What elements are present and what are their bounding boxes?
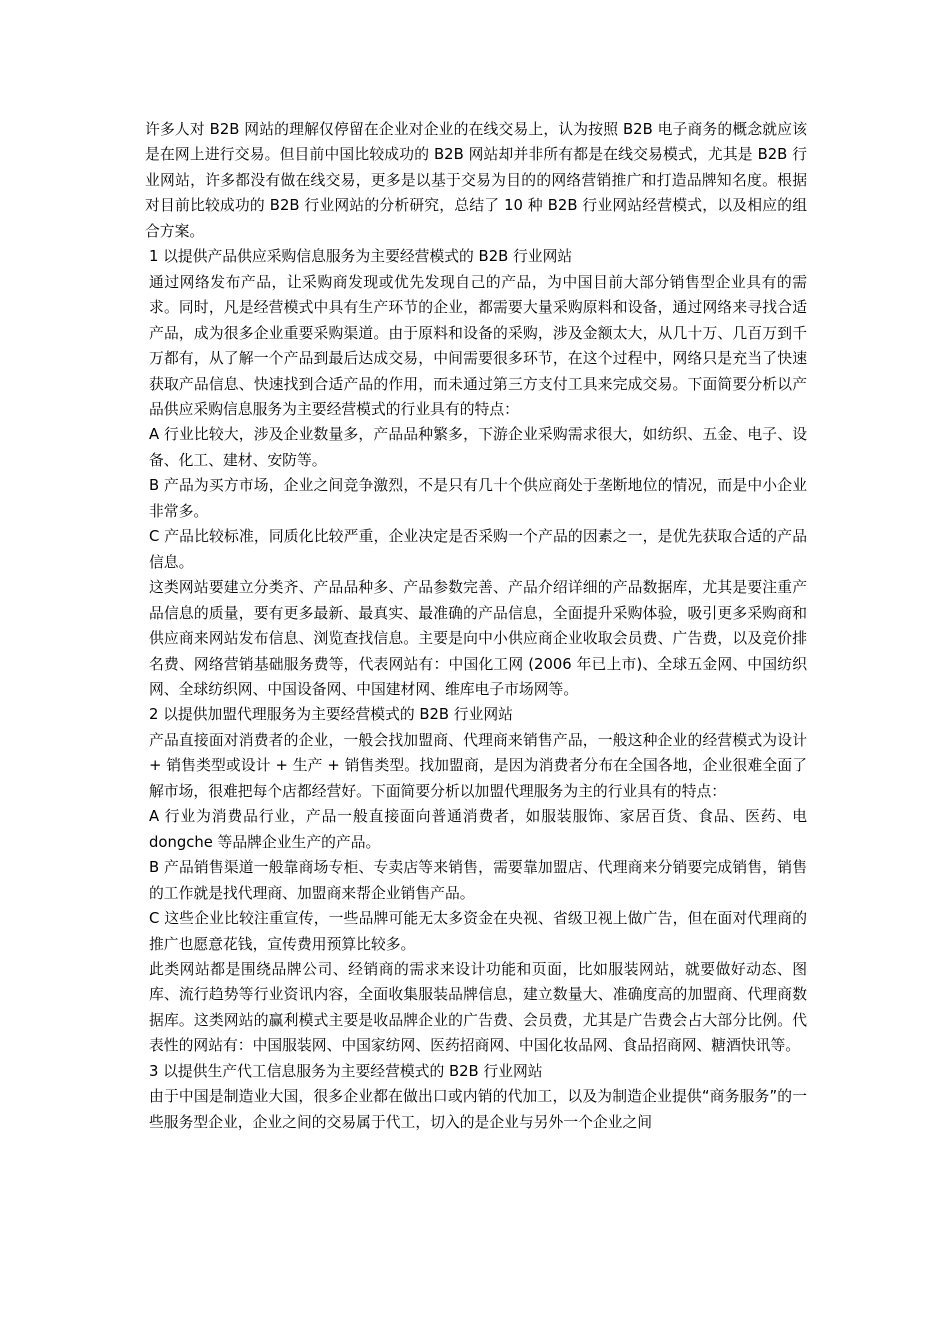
section-1-item-b: B 产品为买方市场，企业之间竞争激烈，不是只有几十个供应商处于垄断地位的情况，而是中小企业非常多。 xyxy=(149,477,807,520)
section-1-item-c: C 产品比较标准，同质化比较严重，企业决定是否采购一个产品的因素之一，是优先获取合适的产品信息。 xyxy=(149,528,807,571)
section-1-summary-paragraph: 这类网站要建立分类齐、产品品种多、产品参数完善、产品介绍详细的产品数据库，尤其是要注重产品信息的质量，要有更多最新、最真实、最准确的产品信息，全面提升采购体验，吸引更多采购商和供应商来网站发布信息、浏览查找信息。主要是向中小供应商企业收取会员费、广告费，以及竞价排名费、网络营销基础服务费等，代表网站有：中国化工网 (2006 年已上市)、全球五金网、中国纺织网、全球纺织网、中国设备网、中国建材网、维库电子市场网等。 xyxy=(149,579,807,698)
section-2-paragraph: 产品直接面对消费者的企业，一般会找加盟商、代理商来销售产品，一般这种企业的经营模式为设计 + 销售类型或设计 + 生产 + 销售类型。找加盟商，是因为消费者分布在全国各地，企业很难全面了解市场，很难把每个店都经营好。下面简要分析以加盟代理服务为主的行业具有的特点： xyxy=(149,731,807,800)
section-2-item-b: B 产品销售渠道一般靠商场专柜、专卖店等来销售，需要靠加盟店、代理商来分销要完成销售，销售的工作就是找代理商、加盟商来帮企业销售产品。 xyxy=(149,859,807,902)
section-2-item-a: A 行业为消费品行业，产品一般直接面向普通消费者，如服装服饰、家居百货、食品、医药、电 dongche 等品牌企业生产的产品。 xyxy=(149,808,807,851)
intro-paragraph: 许多人对 B2B 网站的理解仅停留在企业对企业的在线交易上，认为按照 B2B 电子商务的概念就应该是在网上进行交易。但目前中国比较成功的 B2B 网站却并非所有都是在线交易模式，尤其是 B2B 行业网站，许多都没有做在线交易，更多是以基于交易为目的的网络营销推广和打造品牌知名度。根据对目前比较成功的 B2B 行业网站的分析研究，总结了 10 种 B2B 行业网站经营模式，以及相应的组合方案。 xyxy=(145,121,807,240)
section-heading-1: 1 以提供产品供应采购信息服务为主要经营模式的 B2B 行业网站 xyxy=(149,248,573,266)
section-1-item-a: A 行业比较大，涉及企业数量多，产品品种繁多，下游企业采购需求很大，如纺织、五金、电子、设备、化工、建材、安防等。 xyxy=(149,426,807,469)
section-1-paragraph: 通过网络发布产品，让采购商发现或优先发现自己的产品，为中国目前大部分销售型企业具有的需求。同时，凡是经营模式中具有生产环节的企业，都需要大量采购原料和设备，通过网络来寻找合适产品，成为很多企业重要采购渠道。由于原料和设备的采购，涉及金额太大，从几十万、几百万到千万都有，从了解一个产品到最后达成交易，中间需要很多环节，在这个过程中，网络只是充当了快速获取产品信息、快速找到合适产品的作用，而未通过第三方支付工具来完成交易。下面简要分析以产品供应采购信息服务为主要经营模式的行业具有的特点： xyxy=(149,273,807,418)
section-2-summary-paragraph: 此类网站都是围绕品牌公司、经销商的需求来设计功能和页面，比如服装网站，就要做好动态、图库、流行趋势等行业资讯内容，全面收集服装品牌信息，建立数量大、准确度高的加盟商、代理商数据库。这类网站的赢利模式主要是收品牌企业的广告费、会员费，尤其是广告费会占大部分比例。代表性的网站有：中国服装网、中国家纺网、医药招商网、中国化妆品网、食品招商网、糖酒快讯等。 xyxy=(149,960,807,1055)
section-heading-2: 2 以提供加盟代理服务为主要经营模式的 B2B 行业网站 xyxy=(149,706,513,724)
document-body xyxy=(145,117,807,1135)
section-heading-3: 3 以提供生产代工信息服务为主要经营模式的 B2B 行业网站 xyxy=(149,1062,543,1080)
section-3-paragraph: 由于中国是制造业大国，很多企业都在做出口或内销的代加工，以及为制造企业提供“商务服务”的一些服务型企业，企业之间的交易属于代工，切入的是企业与另外一个企业之间 xyxy=(149,1088,807,1131)
section-2-item-c: C 这些企业比较注重宣传，一些品牌可能无太多资金在央视、省级卫视上做广告，但在面对代理商的推广也愿意花钱，宣传费用预算比较多。 xyxy=(149,910,807,953)
